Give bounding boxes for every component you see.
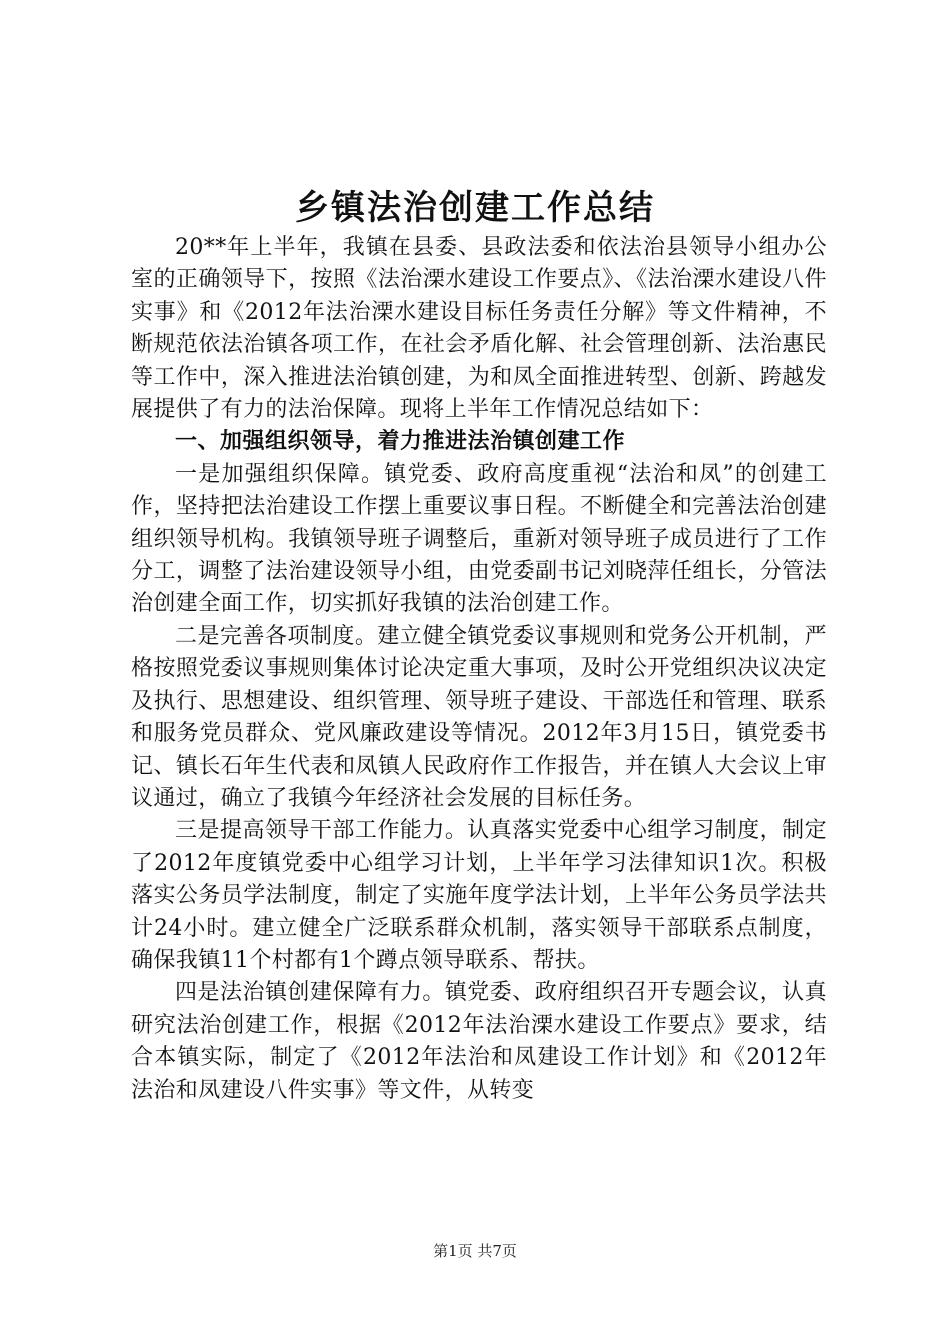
paragraph-guarantee: 四是法治镇创建保障有力。镇党委、政府组织召开专题会议，认真研究法治创建工作，根据《2012年法治溧水建设工作要点》要求，结合本镇实际，制定了《2012年法治和凤建设工作计划》和《2012年法治和凤建设八件实事》等文件，从转变 (131, 980, 827, 1103)
paragraph-capability: 三是提高领导干部工作能力。认真落实党委中心组学习制度，制定了2012年度镇党委中心组学习计划，上半年学习法律知识1次。积极落实公务员学法制度，制定了实施年度学法计划，上半年公务员学法共计24小时。建立健全广泛联系群众机制，落实领导干部联系点制度，确保我镇11个村都有1个蹲点领导联系、帮扶。 (131, 818, 827, 973)
paragraph-systems: 二是完善各项制度。建立健全镇党委议事规则和党务公开机制，严格按照党委议事规则集体讨论决定重大事项，及时公开党组织决议决定及执行、思想建设、组织管理、领导班子建设、干部选任和管理、联系和服务党员群众、党风廉政建设等情况。2012年3月15日，镇党委书记、镇长石年生代表和凤镇人民政府作工作报告，并在镇人大会议上审议通过，确立了我镇今年经济社会发展的目标任务。 (131, 623, 827, 811)
document-body (131, 232, 827, 1107)
section-heading-1: 一、加强组织领导，着力推进法治镇创建工作 (175, 429, 626, 455)
document-title: 乡镇法治创建工作总结 (295, 188, 655, 228)
intro-paragraph: 20**年上半年，我镇在县委、县政法委和依法治县领导小组办公室的正确领导下，按照《法治溧水建设工作要点》、《法治溧水建设八件实事》和《2012年法治溧水建设目标任务责任分解》等文件精神，不断规范依法治镇各项工作，在社会矛盾化解、社会管理创新、法治惠民等工作中，深入推进法治镇创建，为和凤全面推进转型、创新、跨越发展提供了有力的法治保障。现将上半年工作情况总结如下： (131, 235, 827, 423)
page-footer: 第1页 共7页 (433, 1242, 517, 1260)
paragraph-organization: 一是加强组织保障。镇党委、政府高度重视“法治和凤”的创建工作，坚持把法治建设工作摆上重要议事日程。不断健全和完善法治创建组织领导机构。我镇领导班子调整后，重新对领导班子成员进行了工作分工，调整了法治建设领导小组，由党委副书记刘晓萍任组长，分管法治创建全面工作，切实抓好我镇的法治创建工作。 (131, 461, 827, 617)
